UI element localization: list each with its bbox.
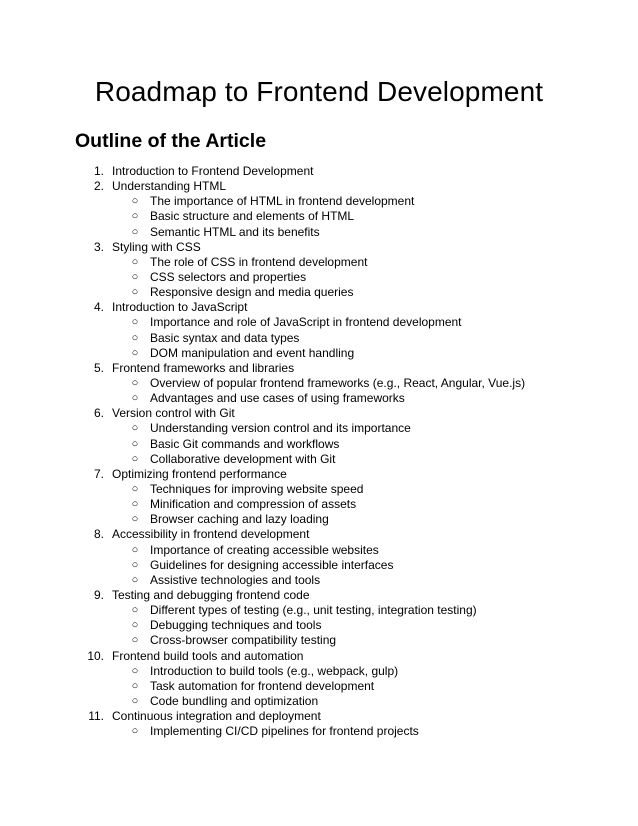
subitem-label: Browser caching and lazy loading (150, 512, 329, 527)
subitem-label: Debugging techniques and tools (150, 618, 322, 633)
outline-heading: Outline of the Article (75, 130, 267, 152)
section-number: 8. (93, 527, 104, 542)
section-label: Continuous integration and deployment (112, 709, 321, 724)
hollow-circle-bullet-icon: ○ (131, 543, 139, 556)
hollow-circle-bullet-icon: ○ (131, 634, 139, 647)
subitem-label: Guidelines for designing accessible interfaces (150, 557, 394, 572)
outline-section (0, 240, 638, 255)
section-number: 11. (88, 709, 104, 724)
outline-subitem (0, 376, 638, 391)
section-label: Introduction to Frontend Development (112, 164, 314, 178)
outline-subitem (0, 512, 638, 527)
subitem-label: Basic structure and elements of HTML (150, 209, 355, 224)
outline-subitem (0, 694, 638, 709)
subitem-label: Minification and compression of assets (150, 497, 357, 512)
subitem-label: Task automation for frontend development (150, 678, 375, 693)
hollow-circle-bullet-icon: ○ (131, 679, 139, 692)
hollow-circle-bullet-icon: ○ (131, 725, 139, 738)
subitem-label: Collaborative development with Git (150, 451, 336, 466)
outline-subitem (0, 437, 638, 452)
subitem-label: Advantages and use cases of using frameworks (150, 391, 405, 406)
outline-subitem (0, 285, 638, 300)
outline-section (0, 361, 638, 376)
hollow-circle-bullet-icon: ○ (131, 452, 139, 465)
outline-subitem (0, 573, 638, 588)
section-label: Testing and debugging frontend code (112, 587, 310, 602)
subitem-label: Importance and role of JavaScript in frontend development (150, 315, 462, 330)
section-number: 1. (93, 164, 104, 178)
outline-subitem (0, 679, 638, 694)
section-label: Version control with Git (112, 406, 235, 421)
hollow-circle-bullet-icon: ○ (131, 619, 139, 632)
hollow-circle-bullet-icon: ○ (131, 513, 139, 526)
subitem-label: Responsive design and media queries (150, 285, 354, 300)
section-label: Understanding HTML (112, 179, 227, 194)
hollow-circle-bullet-icon: ○ (131, 316, 139, 329)
subitem-label: Cross-browser compatibility testing (150, 633, 337, 648)
outline-subitem (0, 452, 638, 467)
outline-section (0, 527, 638, 542)
hollow-circle-bullet-icon: ○ (131, 498, 139, 511)
hollow-circle-bullet-icon: ○ (131, 255, 139, 268)
outline-subitem (0, 315, 638, 330)
page-title: Roadmap to Frontend Development (94, 76, 544, 107)
hollow-circle-bullet-icon: ○ (131, 392, 139, 405)
subitem-label: DOM manipulation and event handling (150, 345, 355, 360)
subitem-label: Introduction to build tools (e.g., webpack, gulp) (150, 663, 399, 678)
outline-subitem (0, 633, 638, 648)
outline-subitem (0, 255, 638, 270)
outline-section (0, 164, 638, 179)
section-number: 7. (93, 466, 104, 481)
section-label: Styling with CSS (112, 239, 201, 254)
section-number: 6. (93, 406, 104, 421)
hollow-circle-bullet-icon: ○ (131, 422, 139, 435)
section-label: Frontend build tools and automation (112, 648, 304, 663)
outline-subitem (0, 603, 638, 618)
outline-list (0, 164, 638, 739)
subitem-label: Implementing CI/CD pipelines for frontend projects (150, 724, 419, 739)
hollow-circle-bullet-icon: ○ (131, 573, 139, 586)
section-number: 2. (93, 179, 104, 194)
hollow-circle-bullet-icon: ○ (131, 210, 139, 223)
subitem-label: Understanding version control and its importance (150, 421, 411, 436)
subitem-label: Basic Git commands and workflows (150, 436, 340, 451)
outline-subitem (0, 391, 638, 406)
section-number: 4. (93, 300, 104, 315)
subitem-label: Overview of popular frontend frameworks (e.g., React, Angular, Vue.js) (150, 375, 526, 390)
subitem-label: The role of CSS in frontend development (150, 254, 368, 269)
outline-subitem (0, 331, 638, 346)
hollow-circle-bullet-icon: ○ (131, 437, 139, 450)
section-label: Optimizing frontend performance (112, 466, 287, 481)
hollow-circle-bullet-icon: ○ (131, 195, 139, 208)
outline-subitem (0, 543, 638, 558)
outline-section (0, 709, 638, 724)
hollow-circle-bullet-icon: ○ (131, 331, 139, 344)
outline-subitem (0, 270, 638, 285)
subitem-label: Different types of testing (e.g., unit testing, integration testing) (150, 603, 477, 618)
outline-subitem (0, 724, 638, 739)
subitem-label: Assistive technologies and tools (150, 572, 321, 587)
hollow-circle-bullet-icon: ○ (131, 346, 139, 359)
hollow-circle-bullet-icon: ○ (131, 558, 139, 571)
hollow-circle-bullet-icon: ○ (131, 286, 139, 299)
hollow-circle-bullet-icon: ○ (131, 482, 139, 495)
outline-section (0, 588, 638, 603)
outline-subitem (0, 209, 638, 224)
outline-subitem (0, 194, 638, 209)
section-label: Frontend frameworks and libraries (112, 360, 295, 375)
hollow-circle-bullet-icon: ○ (131, 694, 139, 707)
outline-subitem (0, 664, 638, 679)
subitem-label: Code bundling and optimization (150, 693, 319, 708)
section-number: 5. (93, 360, 104, 375)
subitem-label: Semantic HTML and its benefits (150, 224, 320, 239)
outline-subitem (0, 346, 638, 361)
outline-subitem (0, 421, 638, 436)
outline-section (0, 467, 638, 482)
outline-section (0, 179, 638, 194)
hollow-circle-bullet-icon: ○ (131, 376, 139, 389)
hollow-circle-bullet-icon: ○ (131, 664, 139, 677)
section-number: 3. (93, 239, 104, 254)
section-number: 10. (87, 648, 104, 663)
outline-section (0, 300, 638, 315)
subitem-label: The importance of HTML in frontend development (150, 194, 415, 209)
hollow-circle-bullet-icon: ○ (131, 604, 139, 617)
subitem-label: Basic syntax and data types (150, 330, 300, 345)
hollow-circle-bullet-icon: ○ (131, 270, 139, 283)
section-number: 9. (93, 587, 104, 602)
outline-section (0, 406, 638, 421)
outline-section (0, 649, 638, 664)
outline-subitem (0, 225, 638, 240)
outline-subitem (0, 497, 638, 512)
outline-subitem (0, 482, 638, 497)
section-label: Accessibility in frontend development (112, 527, 310, 542)
subitem-label: Techniques for improving website speed (150, 481, 364, 496)
subitem-label: Importance of creating accessible websites (150, 542, 379, 557)
subitem-label: CSS selectors and properties (150, 269, 307, 284)
outline-subitem (0, 558, 638, 573)
outline-subitem (0, 618, 638, 633)
section-label: Introduction to JavaScript (112, 300, 248, 315)
hollow-circle-bullet-icon: ○ (131, 225, 139, 238)
